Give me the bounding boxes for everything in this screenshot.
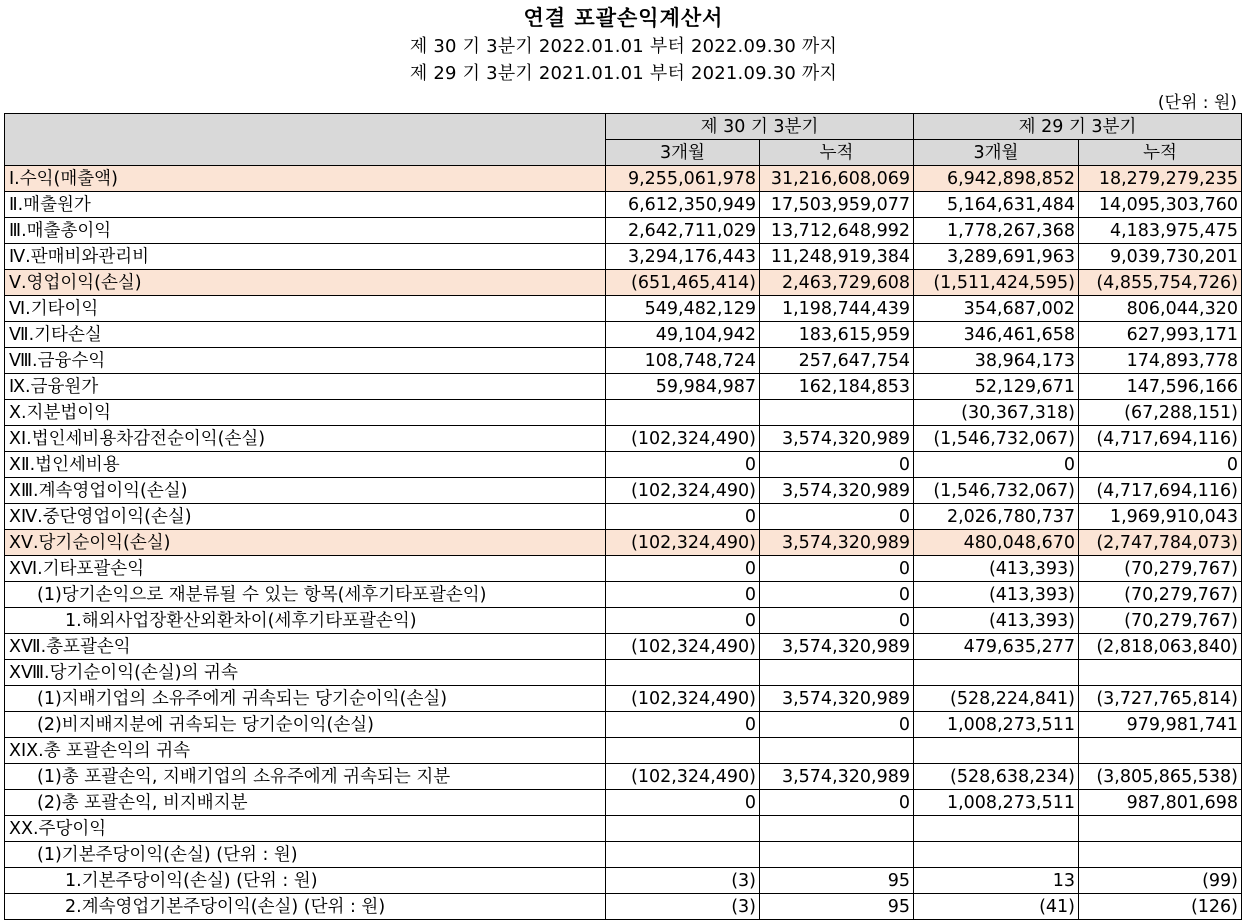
table-row	[5, 478, 1242, 504]
table-row	[5, 816, 1242, 842]
row-value: (70,279,767)	[1079, 582, 1242, 608]
row-value: (99)	[1079, 868, 1242, 894]
row-value: 0	[760, 712, 914, 738]
row-value: 1,008,273,511	[914, 712, 1079, 738]
row-value: 0	[606, 504, 760, 530]
row-value: 354,687,002	[914, 296, 1079, 322]
row-value: (528,638,234)	[914, 764, 1079, 790]
table-row	[5, 660, 1242, 686]
row-value: 3,574,320,989	[760, 426, 914, 452]
row-value: 3,574,320,989	[760, 478, 914, 504]
table-row	[5, 374, 1242, 400]
table-row	[5, 244, 1242, 270]
row-label: Ⅴ.영업이익(손실)	[5, 270, 606, 296]
row-label: XⅧ.당기순이익(손실)의 귀속	[5, 660, 606, 686]
table-row	[5, 608, 1242, 634]
table-body	[5, 166, 1242, 920]
row-value: 0	[760, 504, 914, 530]
row-value: 0	[606, 582, 760, 608]
row-value: 52,129,671	[914, 374, 1079, 400]
row-value: (651,465,414)	[606, 270, 760, 296]
row-value: 95	[760, 868, 914, 894]
header-row-periods	[5, 114, 1242, 140]
row-value: (126)	[1079, 894, 1242, 920]
row-value	[760, 400, 914, 426]
row-value: (102,324,490)	[606, 530, 760, 556]
row-value: 0	[760, 556, 914, 582]
row-value: 18,279,279,235	[1079, 166, 1242, 192]
row-value: 979,981,741	[1079, 712, 1242, 738]
table-row	[5, 582, 1242, 608]
row-value	[606, 842, 760, 868]
row-value: (70,279,767)	[1079, 556, 1242, 582]
row-label: XX.주당이익	[5, 816, 606, 842]
row-value: (413,393)	[914, 556, 1079, 582]
row-label: XⅢ.계속영업이익(손실)	[5, 478, 606, 504]
row-value: (1,546,732,067)	[914, 478, 1079, 504]
row-value: (67,288,151)	[1079, 400, 1242, 426]
row-value	[760, 816, 914, 842]
header-current-3months: 3개월	[606, 140, 760, 166]
period-prior: 제 29 기 3분기 2021.01.01 부터 2021.09.30 까지	[409, 63, 838, 84]
row-value: 0	[606, 712, 760, 738]
row-label: (1)총 포괄손익, 지배기업의 소유주에게 귀속되는 지분	[5, 764, 606, 790]
row-value: 183,615,959	[760, 322, 914, 348]
table-row	[5, 296, 1242, 322]
table-row	[5, 842, 1242, 868]
row-value: (3)	[606, 868, 760, 894]
row-value	[914, 842, 1079, 868]
row-value: 1,778,267,368	[914, 218, 1079, 244]
row-value	[1079, 816, 1242, 842]
row-label: (1)기본주당이익(손실) (단위 : 원)	[5, 842, 606, 868]
row-value: (3)	[606, 894, 760, 920]
row-value: (4,717,694,116)	[1079, 426, 1242, 452]
row-value: 0	[760, 790, 914, 816]
row-value: 95	[760, 894, 914, 920]
row-value: (102,324,490)	[606, 686, 760, 712]
row-value	[760, 660, 914, 686]
row-value	[1079, 842, 1242, 868]
row-value: 49,104,942	[606, 322, 760, 348]
table-row	[5, 166, 1242, 192]
table-row	[5, 322, 1242, 348]
header-prior-cumulative: 누적	[1079, 140, 1242, 166]
row-label: (2)총 포괄손익, 비지배지분	[5, 790, 606, 816]
row-value: 17,503,959,077	[760, 192, 914, 218]
row-value: 987,801,698	[1079, 790, 1242, 816]
row-label: Ⅹ.지분법이익	[5, 400, 606, 426]
table-row	[5, 764, 1242, 790]
row-label: Ⅱ.매출원가	[5, 192, 606, 218]
row-value	[606, 660, 760, 686]
row-value: 5,164,631,484	[914, 192, 1079, 218]
header-period-current: 제 30 기 3분기	[606, 114, 914, 140]
row-label: XⅦ.총포괄손익	[5, 634, 606, 660]
table-row	[5, 400, 1242, 426]
row-value: 257,647,754	[760, 348, 914, 374]
row-value: 59,984,987	[606, 374, 760, 400]
row-value: 3,574,320,989	[760, 530, 914, 556]
row-value: 13,712,648,992	[760, 218, 914, 244]
row-value	[1079, 738, 1242, 764]
row-value: 549,482,129	[606, 296, 760, 322]
row-value	[1079, 660, 1242, 686]
statement-title: 연결 포괄손익계산서	[523, 6, 724, 30]
row-label: Ⅵ.기타이익	[5, 296, 606, 322]
row-label: XⅡ.법인세비용	[5, 452, 606, 478]
row-value: 0	[914, 452, 1079, 478]
row-label: 2.계속영업기본주당이익(손실) (단위 : 원)	[5, 894, 606, 920]
table-row	[5, 270, 1242, 296]
row-value: 162,184,853	[760, 374, 914, 400]
row-value: 0	[760, 452, 914, 478]
row-value: (30,367,318)	[914, 400, 1079, 426]
row-value: 174,893,778	[1079, 348, 1242, 374]
row-label: XⅥ.기타포괄손익	[5, 556, 606, 582]
row-value: 479,635,277	[914, 634, 1079, 660]
row-value: 1,008,273,511	[914, 790, 1079, 816]
row-value: 346,461,658	[914, 322, 1079, 348]
row-value	[914, 738, 1079, 764]
row-value	[606, 400, 760, 426]
row-value: (1,546,732,067)	[914, 426, 1079, 452]
row-value: 38,964,173	[914, 348, 1079, 374]
table-row	[5, 738, 1242, 764]
row-value: 3,574,320,989	[760, 764, 914, 790]
row-value: 3,574,320,989	[760, 686, 914, 712]
table-row	[5, 426, 1242, 452]
row-value: (3,805,865,538)	[1079, 764, 1242, 790]
row-label: Ⅶ.기타손실	[5, 322, 606, 348]
row-label: XⅤ.당기순이익(손실)	[5, 530, 606, 556]
row-value: 13	[914, 868, 1079, 894]
row-value	[606, 816, 760, 842]
row-value: (413,393)	[914, 582, 1079, 608]
header-current-cumulative: 누적	[760, 140, 914, 166]
row-value: 0	[606, 452, 760, 478]
header-label-cell	[5, 114, 606, 166]
row-value: 0	[760, 608, 914, 634]
row-value: 147,596,166	[1079, 374, 1242, 400]
row-label: Ⅲ.매출총이익	[5, 218, 606, 244]
row-label: Ⅷ.금융수익	[5, 348, 606, 374]
row-value: (2,818,063,840)	[1079, 634, 1242, 660]
row-value: (70,279,767)	[1079, 608, 1242, 634]
row-value: 14,095,303,760	[1079, 192, 1242, 218]
row-value: (528,224,841)	[914, 686, 1079, 712]
row-value: 627,993,171	[1079, 322, 1242, 348]
row-value: 6,942,898,852	[914, 166, 1079, 192]
row-value: (4,855,754,726)	[1079, 270, 1242, 296]
row-value: (413,393)	[914, 608, 1079, 634]
row-value: (41)	[914, 894, 1079, 920]
table-row	[5, 556, 1242, 582]
row-value: 3,574,320,989	[760, 634, 914, 660]
row-value: (3,727,765,814)	[1079, 686, 1242, 712]
header-prior-3months: 3개월	[914, 140, 1079, 166]
row-value: 31,216,608,069	[760, 166, 914, 192]
row-label: XIX.총 포괄손익의 귀속	[5, 738, 606, 764]
table-row	[5, 686, 1242, 712]
row-value: 1,198,744,439	[760, 296, 914, 322]
period-current: 제 30 기 3분기 2022.01.01 부터 2022.09.30 까지	[409, 36, 838, 57]
table-row	[5, 790, 1242, 816]
row-value: 4,183,975,475	[1079, 218, 1242, 244]
row-value: 108,748,724	[606, 348, 760, 374]
row-label: 1.기본주당이익(손실) (단위 : 원)	[5, 868, 606, 894]
row-label: Ⅰ.수익(매출액)	[5, 166, 606, 192]
unit-label: (단위 : 원)	[1157, 93, 1237, 113]
row-value: 0	[606, 790, 760, 816]
row-value: (102,324,490)	[606, 764, 760, 790]
row-value: 0	[606, 608, 760, 634]
row-value: (102,324,490)	[606, 634, 760, 660]
row-value: (2,747,784,073)	[1079, 530, 1242, 556]
row-value: 3,289,691,963	[914, 244, 1079, 270]
row-value: (1,511,424,595)	[914, 270, 1079, 296]
row-value	[914, 660, 1079, 686]
table-row	[5, 192, 1242, 218]
row-value: 6,612,350,949	[606, 192, 760, 218]
row-label: 1.해외사업장환산외환차이(세후기타포괄손익)	[5, 608, 606, 634]
row-value: 0	[606, 556, 760, 582]
row-value: (102,324,490)	[606, 426, 760, 452]
row-value: 0	[760, 582, 914, 608]
table-row	[5, 894, 1242, 920]
table-row	[5, 218, 1242, 244]
row-label: Ⅳ.판매비와관리비	[5, 244, 606, 270]
row-label: XI.법인세비용차감전순이익(손실)	[5, 426, 606, 452]
table-row	[5, 712, 1242, 738]
table-row	[5, 504, 1242, 530]
row-label: XⅣ.중단영업이익(손실)	[5, 504, 606, 530]
header-period-prior: 제 29 기 3분기	[914, 114, 1242, 140]
row-value: 9,039,730,201	[1079, 244, 1242, 270]
row-value	[606, 738, 760, 764]
row-value: 11,248,919,384	[760, 244, 914, 270]
table-row	[5, 452, 1242, 478]
row-label: (1)당기손익으로 재분류될 수 있는 항목(세후기타포괄손익)	[5, 582, 606, 608]
row-value	[760, 738, 914, 764]
income-statement-table	[4, 113, 1242, 920]
row-value: 2,026,780,737	[914, 504, 1079, 530]
row-value: (4,717,694,116)	[1079, 478, 1242, 504]
row-value: 3,294,176,443	[606, 244, 760, 270]
row-value: 806,044,320	[1079, 296, 1242, 322]
row-value: 2,463,729,608	[760, 270, 914, 296]
row-value: 2,642,711,029	[606, 218, 760, 244]
table-row	[5, 868, 1242, 894]
row-value: (102,324,490)	[606, 478, 760, 504]
row-label: Ⅸ.금융원가	[5, 374, 606, 400]
table-row	[5, 348, 1242, 374]
table-row	[5, 634, 1242, 660]
row-label: (2)비지배지분에 귀속되는 당기순이익(손실)	[5, 712, 606, 738]
row-label: (1)지배기업의 소유주에게 귀속되는 당기순이익(손실)	[5, 686, 606, 712]
row-value: 480,048,670	[914, 530, 1079, 556]
table-row	[5, 530, 1242, 556]
row-value: 1,969,910,043	[1079, 504, 1242, 530]
row-value	[760, 842, 914, 868]
row-value	[914, 816, 1079, 842]
row-value: 9,255,061,978	[606, 166, 760, 192]
row-value: 0	[1079, 452, 1242, 478]
